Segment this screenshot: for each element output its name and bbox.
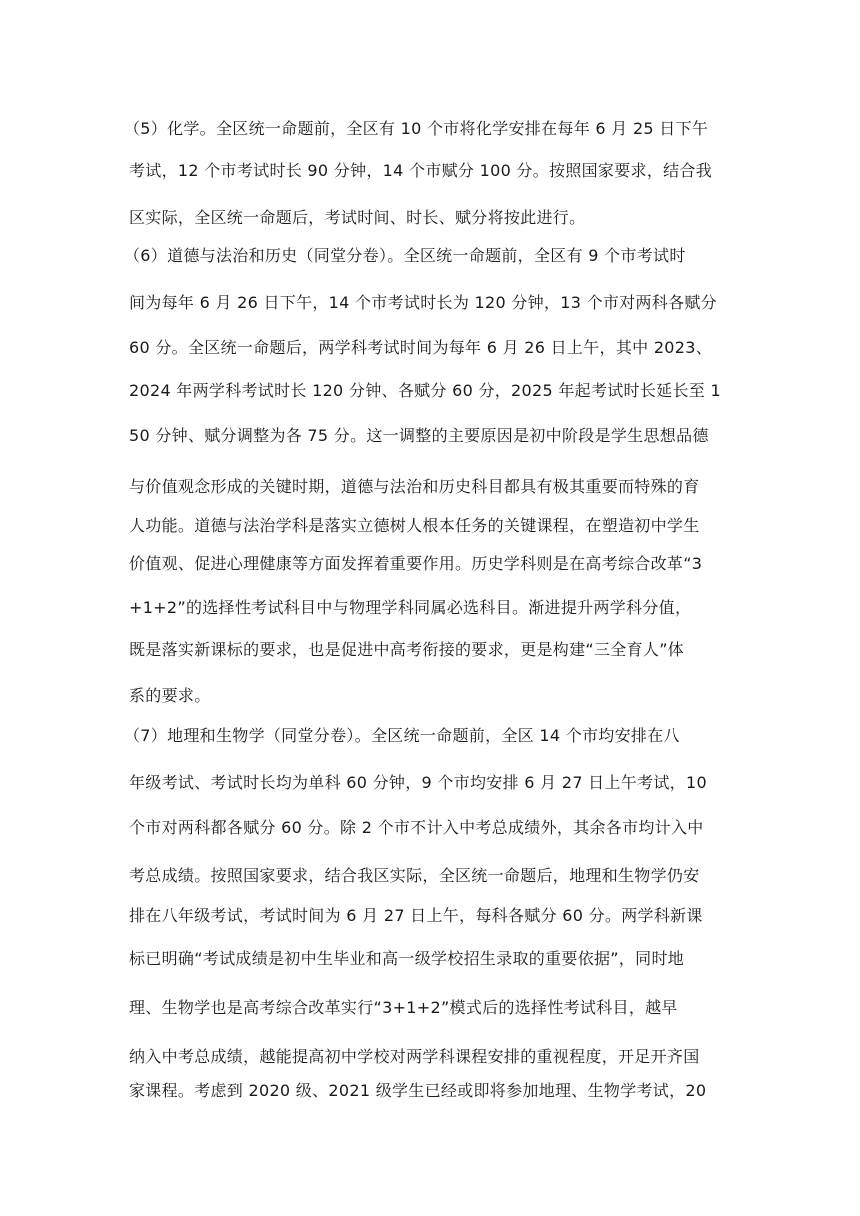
paragraph-line: 排在八年级考试，考试时间为 6 月 27 日上午，每科各赋分 60 分。两学科新课 xyxy=(129,906,703,925)
paragraph-line: （7）地理和生物学（同堂分卷）。全区统一命题前，全区 14 个市均安排在八 xyxy=(124,726,680,745)
paragraph-line: 区实际，全区统一命题后，考试时间、时长、赋分将按此进行。 xyxy=(129,208,586,227)
paragraph-line: 既是落实新课标的要求，也是促进中高考衔接的要求，更是构建“三全育人”体 xyxy=(129,640,685,659)
paragraph-line: 考试，12 个市考试时长 90 分钟，14 个市赋分 100 分。按照国家要求，结合我 xyxy=(129,161,713,180)
paragraph-line: 50 分钟、赋分调整为各 75 分。这一调整的主要原因是初中阶段是学生思想品德 xyxy=(129,426,709,445)
paragraph-line: （6）道德与法治和历史（同堂分卷）。全区统一命题前，全区有 9 个市考试时 xyxy=(124,246,686,265)
paragraph-line: 个市对两科都各赋分 60 分。除 2 个市不计入中考总成绩外，其余各市均计入中 xyxy=(129,818,704,837)
paragraph-line: 标已明确“考试成绩是初中生毕业和高一级学校招生录取的重要依据”，同时地 xyxy=(129,949,685,968)
paragraph-line: 纳入中考总成绩，越能提高初中学校对两学科课程安排的重视程度，开足开齐国 xyxy=(129,1047,700,1066)
paragraph-line: 理、生物学也是高考综合改革实行“3+1+2”模式后的选择性考试科目，越早 xyxy=(129,998,678,1017)
paragraph-line: 2024 年两学科考试时长 120 分钟、各赋分 60 分，2025 年起考试时长延长至 1 xyxy=(129,381,721,400)
paragraph-line: （5）化学。全区统一命题前，全区有 10 个市将化学安排在每年 6 月 25 日下午 xyxy=(124,119,709,138)
paragraph-line: +1+2”的选择性考试科目中与物理学科同属必选科目。渐进提升两学科分值， xyxy=(129,598,692,617)
paragraph-line: 间为每年 6 月 26 日下午，14 个市考试时长为 120 分钟，13 个市对两科各赋分 xyxy=(129,293,717,312)
paragraph-line: 考总成绩。按照国家要求，结合我区实际，全区统一命题后，地理和生物学仍安 xyxy=(129,866,700,885)
paragraph-line: 60 分。全区统一命题后，两学科考试时间为每年 6 月 26 日上午，其中 2023、 xyxy=(129,338,713,357)
paragraph-line: 价值观、促进心理健康等方面发挥着重要作用。历史学科则是在高考综合改革“3 xyxy=(129,554,703,573)
paragraph-line: 年级考试、考试时长均为单科 60 分钟，9 个市均安排 6 月 27 日上午考试，10 xyxy=(129,773,707,792)
paragraph-line: 家课程。考虑到 2020 级、2021 级学生已经或即将参加地理、生物学考试，20 xyxy=(129,1081,707,1100)
paragraph-line: 系的要求。 xyxy=(129,686,211,705)
paragraph-line: 人功能。道德与法治学科是落实立德树人根本任务的关键课程，在塑造初中学生 xyxy=(129,516,700,535)
paragraph-line: 与价值观念形成的关键时期，道德与法治和历史科目都具有极其重要而特殊的育 xyxy=(129,477,700,496)
